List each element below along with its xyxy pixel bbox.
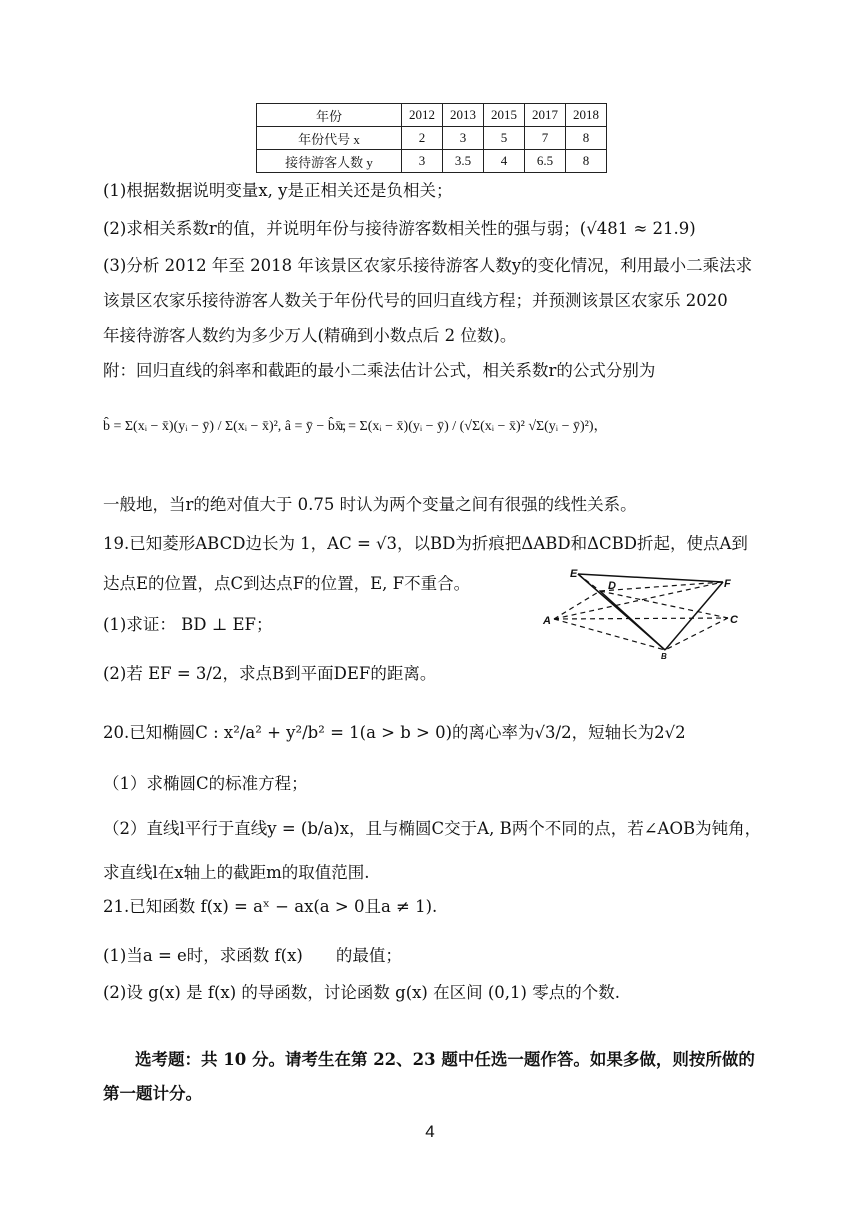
q18-part3-line1: (3)分析 2012 年至 2018 年该景区农家乐接待游客人数y的变化情况，利用最小二乘法求 — [103, 256, 753, 275]
table-cell: 3 — [443, 127, 484, 150]
q20-part2-line2: 求直线l在x轴上的截距m的取值范围. — [103, 863, 370, 882]
q18-part3-line2: 该景区农家乐接待游客人数关于年份代号的回归直线方程；并预测该景区农家乐 2020 — [103, 291, 728, 310]
q18-part3-line3: 年接待游客人数约为多少万人(精确到小数点后 2 位数)。 — [103, 326, 517, 345]
table-cell: 4 — [484, 150, 525, 173]
table-row — [257, 104, 607, 127]
elective-line1: 选考题：共 10 分。请考生在第 22、23 题中任选一题作答。如果多做，则按所做的 — [135, 1050, 755, 1069]
q21-part2: (2)设 g(x) 是 f(x) 的导函数，讨论函数 g(x) 在区间 (0,1) 零点的个数. — [103, 983, 620, 1002]
table-cell: 接待游客人数 y — [257, 150, 402, 173]
folded-rhombus-figure — [538, 565, 748, 660]
label-e: E — [570, 568, 578, 580]
q20-part1: （1）求椭圆C的标准方程； — [103, 774, 308, 793]
label-d: D — [608, 580, 616, 592]
q19-part1: (1)求证： BD ⊥ EF； — [103, 615, 273, 634]
label-a: A — [543, 615, 551, 627]
label-f: F — [724, 578, 731, 590]
table-header-cell: 2013 — [443, 104, 484, 127]
table-cell: 6.5 — [525, 150, 566, 173]
table-cell: 8 — [566, 127, 607, 150]
table-row — [257, 127, 607, 150]
table-cell: 8 — [566, 150, 607, 173]
q19-line1: 19.已知菱形ABCD边长为 1，AC = √3，以BD为折痕把ΔABD和ΔCBD折起，使点A到 — [103, 534, 748, 553]
table-header-cell: 2012 — [402, 104, 443, 127]
formula-correlation: r = Σ(xᵢ − x̄)(yᵢ − ȳ) / (√Σ(xᵢ − x̄)² √Σ(yᵢ − ȳ)²)， — [340, 419, 608, 434]
table-header-cell: 2015 — [484, 104, 525, 127]
label-c: C — [730, 614, 738, 626]
data-table — [256, 103, 607, 173]
table-row — [257, 150, 607, 173]
table-header-cell: 年份 — [257, 104, 402, 127]
q19-line2: 达点E的位置，点C到达点F的位置，E, F不重合。 — [103, 574, 471, 593]
table-cell: 5 — [484, 127, 525, 150]
q18-part1: (1)根据数据说明变量x, y是正相关还是负相关； — [103, 181, 453, 200]
table-cell: 7 — [525, 127, 566, 150]
table-cell: 3.5 — [443, 150, 484, 173]
table-header-cell: 2018 — [566, 104, 607, 127]
q18-appendix: 附：回归直线的斜率和截距的最小二乘法估计公式，相关系数r的公式分别为 — [103, 361, 656, 380]
table-header-cell: 2017 — [525, 104, 566, 127]
table-cell: 年份代号 x — [257, 127, 402, 150]
q21-part1: (1)当a = e时，求函数 f(x) 的最值； — [103, 946, 402, 965]
q18-note: 一般地，当r的绝对值大于 0.75 时认为两个变量之间有很强的线性关系。 — [103, 495, 637, 514]
table-cell: 3 — [402, 150, 443, 173]
q20-line1: 20.已知椭圆C : x²/a² + y²/b² = 1(a > b > 0)的离心率为√3/2，短轴长为2√2 — [103, 723, 686, 742]
label-b: B — [661, 652, 667, 660]
q21-line1: 21.已知函数 f(x) = aˣ − ax(a > 0且a ≠ 1). — [103, 897, 438, 916]
q20-part2: （2）直线l平行于直线y = (b/a)x，且与椭圆C交于A, B两个不同的点，若∠AOB为钝角， — [103, 819, 762, 838]
formula-slope-intercept: b̂ = Σ(xᵢ − x̄)(yᵢ − ȳ) / Σ(xᵢ − x̄)², â = ȳ − b̂x̄， — [103, 419, 356, 434]
page-number: 4 — [425, 1122, 435, 1141]
elective-line2: 第一题计分。 — [103, 1084, 202, 1103]
q19-part2: (2)若 EF = 3/2，求点B到平面DEF的距离。 — [103, 664, 437, 683]
q18-part2: (2)求相关系数r的值，并说明年份与接待游客数相关性的强与弱；(√481 ≈ 21.9) — [103, 219, 696, 238]
table-cell: 2 — [402, 127, 443, 150]
